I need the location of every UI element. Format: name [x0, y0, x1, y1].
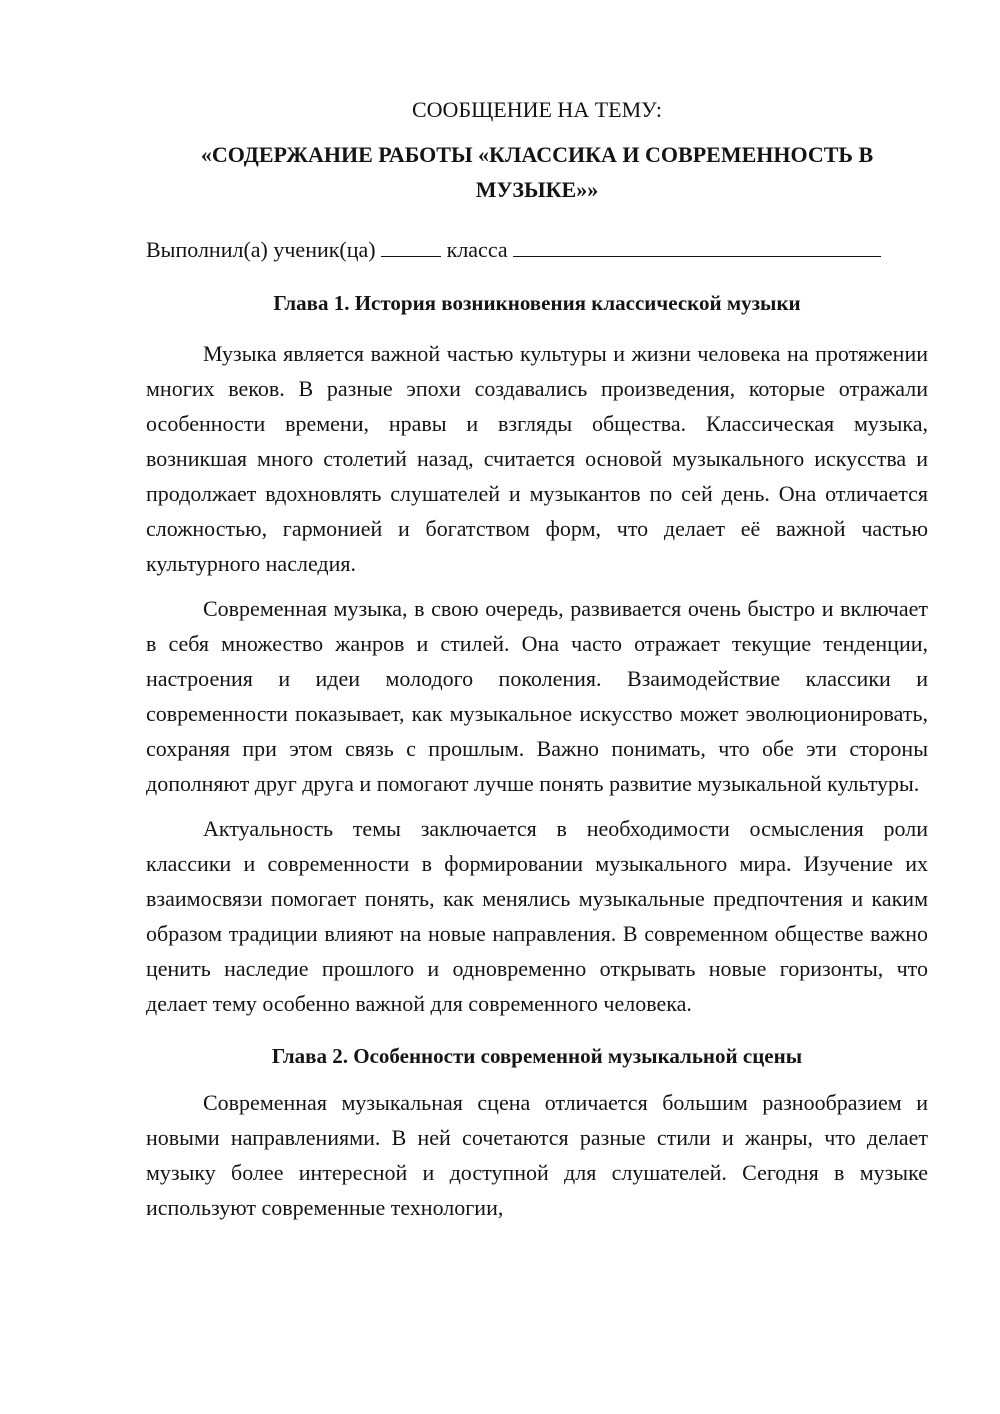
author-label: Выполнил(а) ученик(ца) [146, 237, 376, 262]
chapter-2-heading: Глава 2. Особенности современной музыкальной сцены [271, 1044, 803, 1068]
chapter-1-paragraph-3: Актуальность темы заключается в необходимости осмысления роли классики и современности в формировании музыкального мира. Изучение их взаимосвязи помогает понять, как менялись музыкальные предпочтения и каким образом традиции влияют на новые направления. В современном обществе важно ценить наследие прошлого и одновременно открывать новые горизонты, что делает тему особенно важной для современного человека. [146, 816, 928, 1016]
author-line [146, 230, 928, 267]
chapter-2-paragraph-1: Современная музыкальная сцена отличается большим разнообразием и новыми направлениями. В ней сочетаются разные стили и жанры, что делает музыку более интересной и доступной для слушателей. Сегодня в музыке используют современные технологии, [146, 1090, 928, 1220]
chapter-1-heading: Глава 1. История возникновения классической музыки [273, 291, 801, 315]
document-header: СООБЩЕНИЕ НА ТЕМУ: [412, 97, 662, 122]
document-title: «СОДЕРЖАНИЕ РАБОТЫ «КЛАССИКА И СОВРЕМЕННОСТЬ В МУЗЫКЕ»» [200, 142, 874, 202]
grade-blank [381, 230, 441, 257]
chapter-1-paragraph-1: Музыка является важной частью культуры и жизни человека на протяжении многих веков. В разные эпохи создавались произведения, которые отражали особенности времени, нравы и взгляды общества. Классическая музыка, возникшая много столетий назад, считается основой музыкального искусства и продолжает вдохновлять слушателей и музыкантов по сей день. Она отличается сложностью, гармонией и богатством форм, что делает её важной частью культурного наследия. [146, 341, 928, 576]
document-page [146, 92, 928, 1225]
class-label: класса [446, 237, 508, 262]
chapter-1-paragraph-2: Современная музыка, в свою очередь, развивается очень быстро и включает в себя множество жанров и стилей. Она часто отражает текущие тенденции, настроения и идеи молодого поколения. Взаимодействие классики и современности показывает, как музыкальное искусство может эволюционировать, сохраняя при этом связь с прошлым. Важно понимать, что обе эти стороны дополняют друг друга и помогают лучше понять развитие музыкальной культуры. [146, 596, 928, 796]
class-blank [513, 230, 881, 257]
